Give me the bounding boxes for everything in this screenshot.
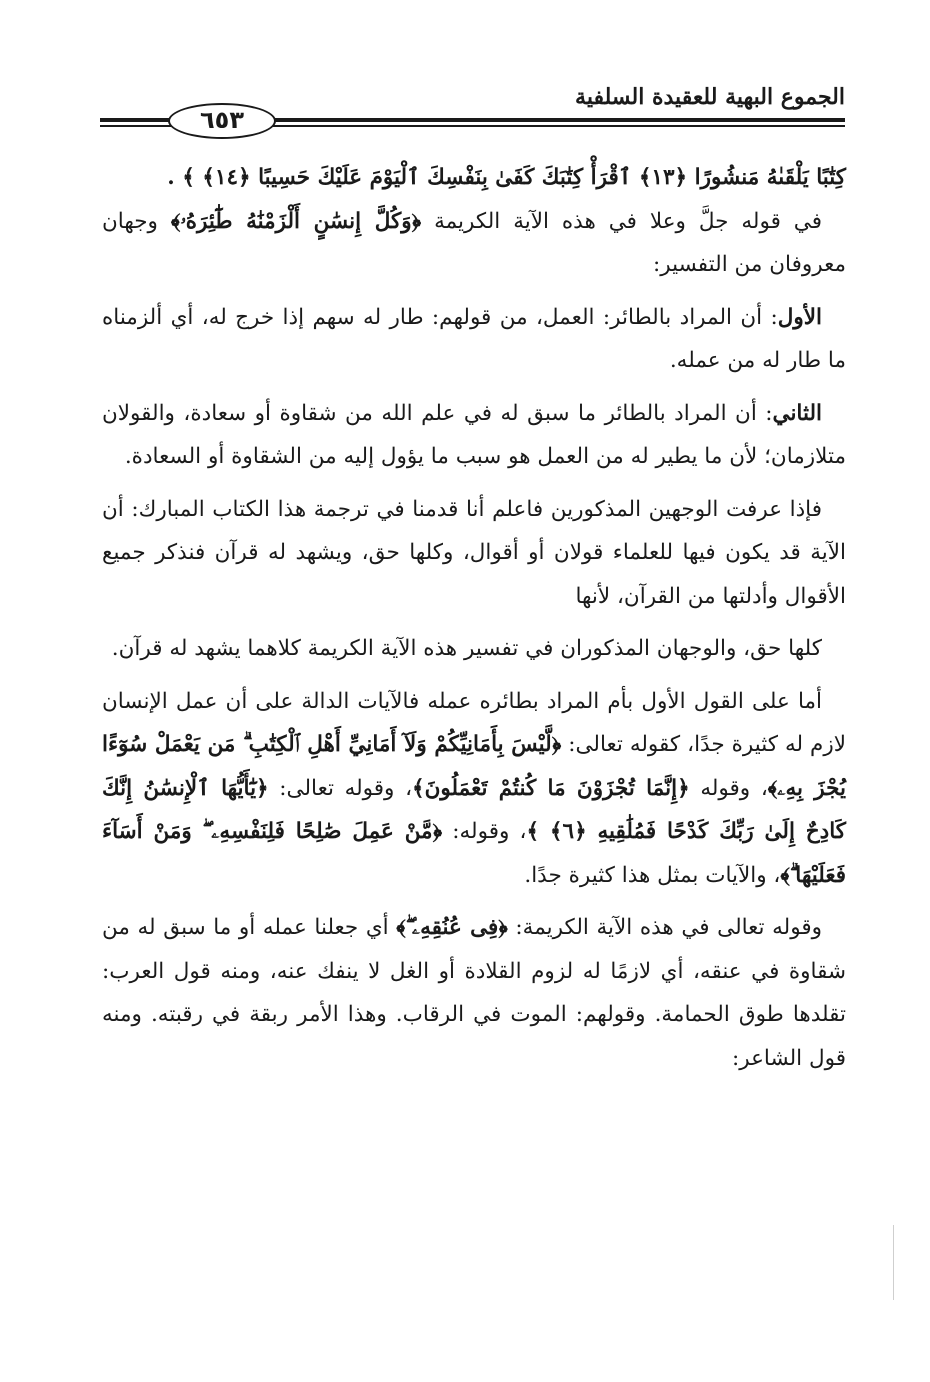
paragraph-evidence — [102, 680, 846, 898]
paragraph-neck — [102, 906, 846, 1080]
paragraph-text: أي جعلنا عمله أو ما سبق له من شقاوة في عنقه، أي لازمًا له لزوم القلادة أو الغل لا ينفك عنه، ومنه قول العرب: تقلدها طوق الحمامة. وقولهم: الموت في الرقاب. وهذا الأمر ربقة في رقبته. ومنه قول الشاعر: — [102, 915, 846, 1071]
quran-verse: ﴿لَّيْسَ بِأَمَانِيِّكُمْ وَلَآ أَمَانِيِّ أَهْلِ ٱلْكِتَٰبِ ۗ مَن يَعْمَلْ سُوٓءًا يُجْزَ بِهِۦ﴾ — [102, 732, 847, 801]
paragraph-text: أما على القول الأول بأم المراد بطائره عمله فالآيات الدالة على أن عمل الإنسان لازم له كثيرة جدًا، كقوله تعالى: — [102, 688, 846, 757]
paragraph-text: ، وقوله: — [442, 819, 527, 844]
paragraph-text: ، والآيات بمثل هذا كثيرة جدًا. — [524, 862, 781, 888]
paragraph-lead: الأول — [777, 304, 822, 330]
paragraph-lead: الثاني — [772, 400, 822, 426]
running-title: الجموع البهية للعقيدة السلفية — [575, 84, 845, 110]
page-header — [100, 78, 845, 148]
quran-verse: ﴿يَٰٓأَيُّهَا ٱلْإِنسَٰنُ إِنَّكَ كَادِحٌ إِلَىٰ رَبِّكَ كَدْحًا فَمُلَٰقِيهِ ﴿٦﴾ ﴾ — [102, 775, 846, 844]
paragraph-text: كلها حق، والوجهان المذكوران في تفسير هذه الآية الكريمة كلاهما يشهد له قرآن. — [111, 636, 822, 661]
page-number: ٦٥٣ — [168, 103, 276, 139]
paragraph-text: في قوله جلَّ وعلا في هذه الآية الكريمة — [421, 208, 822, 234]
paragraph-text: ، وقوله تعالى: — [268, 775, 413, 801]
verse-continuation — [102, 156, 846, 200]
paragraph-second-view — [102, 392, 846, 479]
paragraph-method-note — [102, 488, 846, 619]
paragraph-text: ، وقوله — [689, 775, 768, 801]
quran-verse: ﴿مَّنْ عَمِلَ صَٰلِحًا فَلِنَفْسِهِۦ ۖ وَمَنْ أَسَآءَ فَعَلَيْهَا ۗ﴾ — [102, 819, 846, 888]
scan-edge-mark — [893, 1225, 894, 1300]
quran-verse: ﴿فِى عُنُقِهِۦ ۖ﴾ — [396, 915, 508, 940]
paragraph-both-true — [102, 627, 846, 671]
paragraph-text: وقوله تعالى في هذه الآية الكريمة: — [507, 915, 822, 940]
paragraph-first-view — [102, 296, 846, 383]
quran-verse: ﴿وَكُلَّ إِنسَٰنٍ أَلْزَمْنَٰهُ طَٰٓئِرَهُۥ﴾ — [170, 208, 422, 234]
quran-verse: كِتَٰبًا يَلْقَىٰهُ مَنشُورًا ﴿١٣﴾ ٱقْرَأْ كِتَٰبَكَ كَفَىٰ بِنَفْسِكَ ٱلْيَوْمَ عَلَيْكَ حَسِيبًا ﴿١٤﴾ ﴾ . — [167, 165, 846, 190]
page-body — [102, 156, 846, 1080]
paragraph-text: فإذا عرفت الوجهين المذكورين فاعلم أنا قدمنا في ترجمة هذا الكتاب المبارك: أن الآية قد يكون فيها للعلماء قولان أو أقوال، وكلها حق، ويشهد له قرآن فنذكر جميع الأقوال وأدلتها من القرآن، لأنها — [102, 496, 846, 609]
quran-verse: ﴿إِنَّمَا تُجْزَوْنَ مَا كُنتُمْ تَعْمَلُونَ﴾ — [412, 775, 690, 801]
paragraph-two-views — [102, 200, 846, 287]
paragraph-text: : أن المراد بالطائر: العمل، من قولهم: طار له سهم إذا خرج له، أي ألزمناه ما طار له من عمله. — [102, 304, 846, 373]
paragraph-text: وجهان معروفان من التفسير: — [102, 208, 846, 277]
paragraph-text: : أن المراد بالطائر ما سبق له في علم الله من شقاوة أو سعادة، والقولان متلازمان؛ لأن ما يطير له من العمل هو سبب ما يؤول إليه من الشقاوة أو السعادة. — [102, 400, 846, 469]
